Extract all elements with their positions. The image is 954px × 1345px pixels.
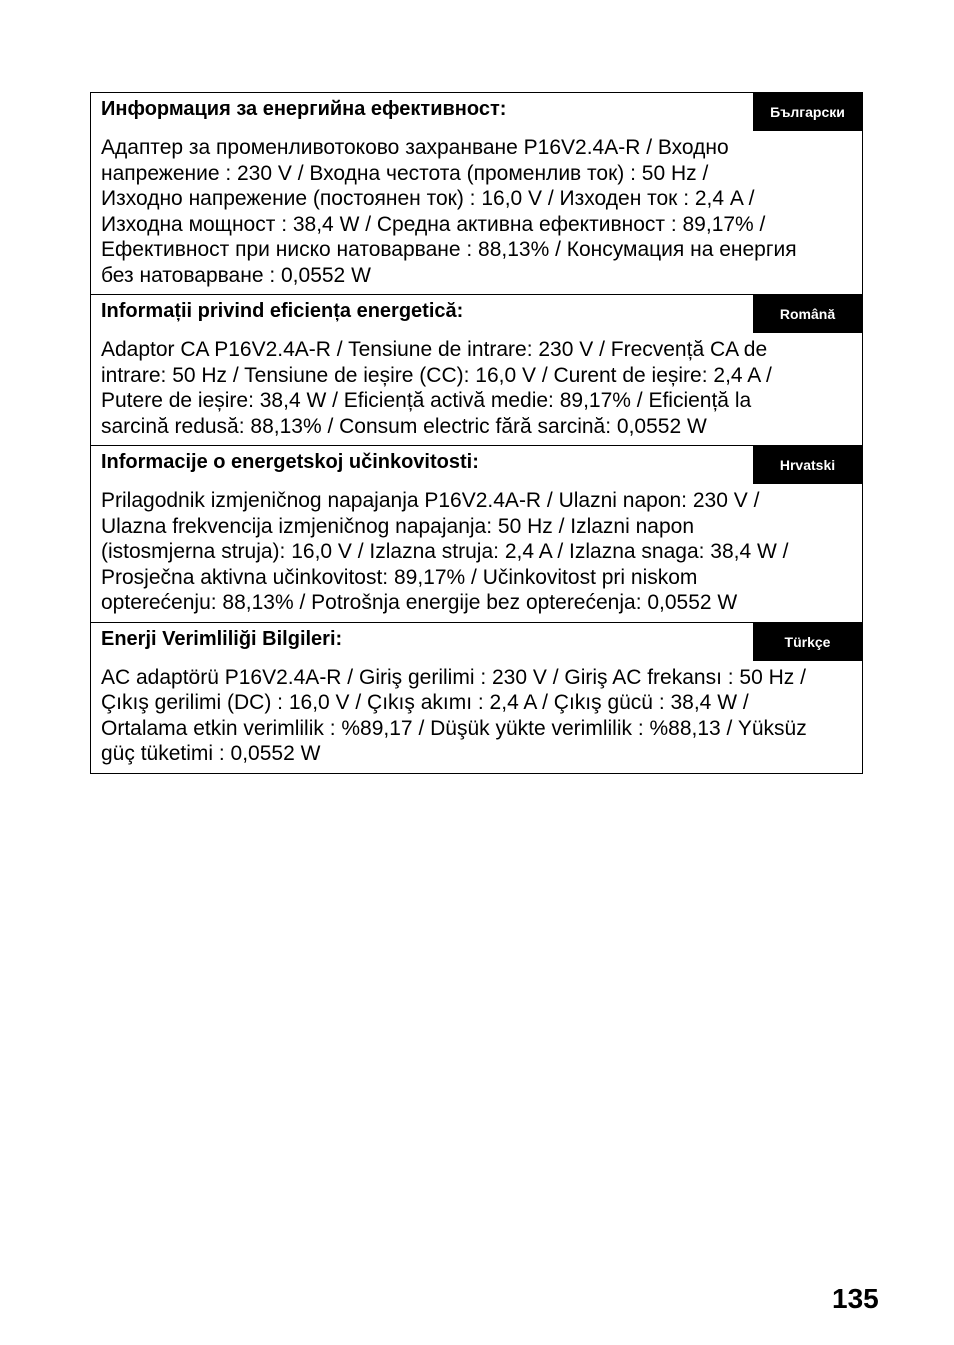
section-croatian	[91, 445, 862, 622]
section-turkish	[91, 622, 862, 773]
body-line: Prosječna aktivna učinkovitost: 89,17% / Učinkovitost pri niskom	[101, 565, 698, 589]
language-tab: Română	[753, 295, 862, 333]
section-heading: Enerji Verimliliği Bilgileri:	[101, 627, 343, 650]
body-line: Изходно напрежение (постоянен ток) : 16,0 V / Изходен ток : 2,4 A /	[101, 187, 755, 210]
body-line: Prilagodnik izmjeničnog napajanja P16V2.4A-R / Ulazni napon: 230 V /	[101, 489, 760, 512]
body-line: sarcină redusă: 88,13% / Consum electric fără sarcină: 0,0552 W	[101, 414, 707, 438]
body-line: Ulazna frekvencija izmjeničnog napajanja: 50 Hz / Izlazni napon	[101, 514, 695, 538]
body-line: Putere de ieșire: 38,4 W / Eficiență activă medie: 89,17% / Eficiență la	[101, 389, 752, 412]
body-line: без натоварване : 0,0552 W	[101, 263, 371, 287]
section-heading: Информация за енергийна ефективност:	[101, 98, 507, 120]
section-header	[91, 295, 862, 333]
body-line: Ефективност при ниско натоварване : 88,13% / Консумация на енергия	[101, 238, 797, 261]
body-line: AC adaptörü P16V2.4A-R / Giriş gerilimi : 230 V / Giriş AC frekansı : 50 Hz /	[101, 665, 806, 689]
body-line: Изходна мощност : 38,4 W / Средна активна ефективност : 89,17% /	[101, 212, 766, 236]
section-header	[91, 446, 862, 484]
language-tab: Български	[753, 93, 862, 131]
section-heading: Informații privind eficiența energetică:	[101, 300, 464, 322]
section-body	[91, 661, 862, 773]
section-body	[91, 333, 862, 445]
body-line: intrare: 50 Hz / Tensiune de ieșire (CC): 16,0 V / Curent de ieșire: 2,4 A /	[101, 363, 772, 387]
section-romanian	[91, 294, 862, 445]
section-header	[91, 623, 862, 661]
body-line: opterećenju: 88,13% / Potrošnja energije bez opterećenja: 0,0552 W	[101, 591, 738, 614]
body-line: güç tüketimi : 0,0552 W	[101, 742, 321, 765]
page-number: 135	[832, 1283, 879, 1314]
section-body	[91, 484, 862, 622]
energy-efficiency-table	[90, 92, 863, 774]
section-header	[91, 93, 862, 131]
section-body	[91, 131, 862, 294]
section-heading: Informacije o energetskoj učinkovitosti:	[101, 451, 479, 473]
body-line: (istosmjerna struja): 16,0 V / Izlazna struja: 2,4 A / Izlazna snaga: 38,4 W /	[101, 540, 789, 563]
body-line: Çıkış gerilimi (DC) : 16,0 V / Çıkış akımı : 2,4 A / Çıkış gücü : 38,4 W /	[101, 691, 749, 714]
body-line: Adaptor CA P16V2.4A-R / Tensiune de intrare: 230 V / Frecvență CA de	[101, 338, 768, 361]
language-tab: Türkçe	[753, 623, 862, 661]
body-line: напрежение : 230 V / Входна честота (променлив ток) : 50 Hz /	[101, 161, 709, 185]
body-line: Адаптер за променливотоково захранване P16V2.4A-R / Входно	[101, 136, 729, 159]
section-bulgarian	[91, 93, 862, 294]
body-line: Ortalama etkin verimlilik : %89,17 / Düşük yükte verimlilik : %88,13 / Yüksüz	[101, 716, 807, 740]
language-tab: Hrvatski	[753, 446, 862, 484]
